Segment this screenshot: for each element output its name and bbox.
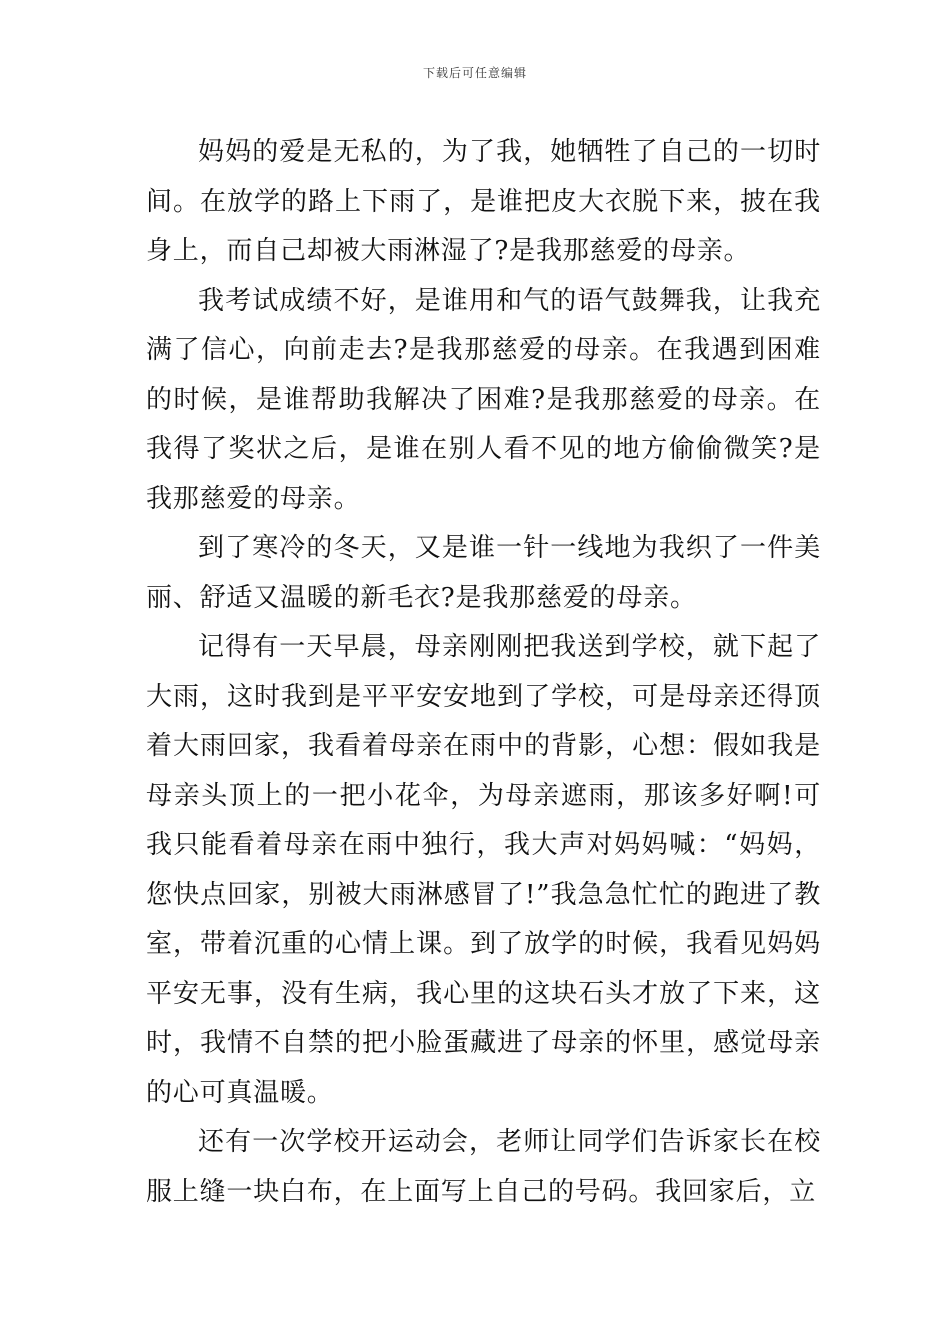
article-body — [146, 128, 821, 1217]
paragraph-4: 记得有一天早晨，母亲刚刚把我送到学校，就下起了大雨，这时我到是平平安安地到了学校，可是母亲还得顶着大雨回家，我看着母亲在雨中的背影，心想：假如我是母亲头顶上的一把小花伞，为母亲遮雨，那该多好啊!可我只能看着母亲在雨中独行，我大声对妈妈喊：“妈妈，您快点回家，别被大雨淋感冒了!”我急急忙忙的跑进了教室，带着沉重的心情上课。到了放学的时候，我看见妈妈平安无事，没有生病，我心里的这块石头才放了下来，这时，我情不自禁的把小脸蛋藏进了母亲的怀里，感觉母亲的心可真温暖。 — [146, 632, 821, 1108]
paragraph-1: 妈妈的爱是无私的，为了我，她牺牲了自己的一切时间。在放学的路上下雨了，是谁把皮大衣脱下来，披在我身上，而自己却被大雨淋湿了?是我那慈爱的母亲。 — [146, 137, 821, 266]
header-note: 下载后可任意编辑 — [422, 66, 527, 80]
paragraph-5: 还有一次学校开运动会，老师让同学们告诉家长在校服上缝一块白布，在上面写上自己的号码。我回家后，立 — [146, 1127, 821, 1207]
paragraph-3: 到了寒冷的冬天，又是谁一针一线地为我织了一件美丽、舒适又温暖的新毛衣?是我那慈爱的母亲。 — [146, 533, 821, 613]
paragraph-2: 我考试成绩不好，是谁用和气的语气鼓舞我，让我充满了信心，向前走去?是我那慈爱的母亲。在我遇到困难的时候，是谁帮助我解决了困难?是我那慈爱的母亲。在我得了奖状之后，是谁在别人看不见的地方偷偷微笑?是我那慈爱的母亲。 — [146, 285, 821, 514]
